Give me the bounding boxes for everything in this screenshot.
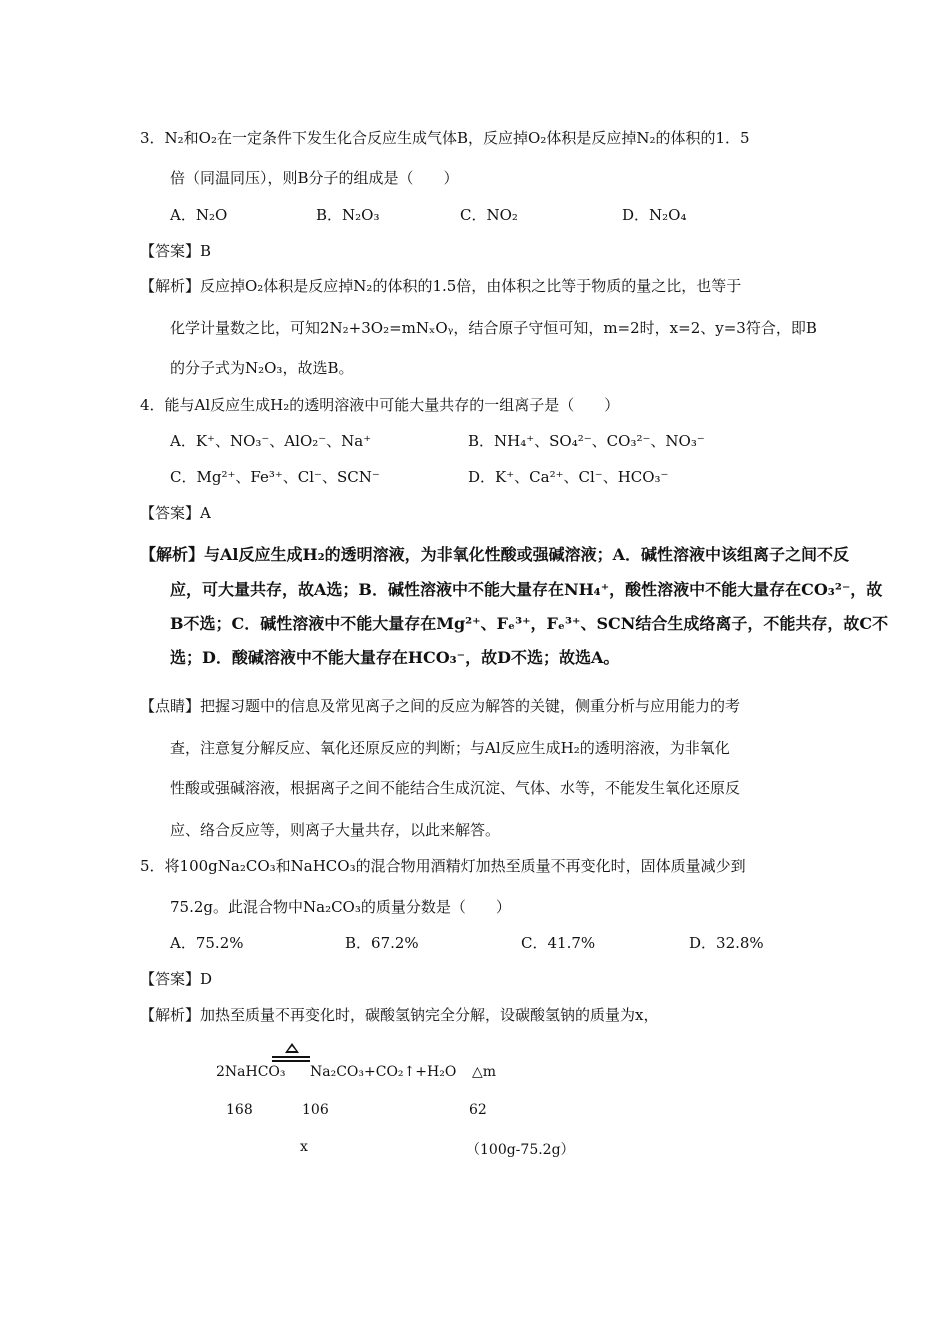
- equation-row1-mass-na2co3: 106: [302, 1102, 329, 1118]
- q3-analysis-line2: 化学计量数之比，可知2N₂+3O₂=mNₓOᵧ，结合原子守恒可知，m=2时，x=2、y=3符合，即B: [170, 319, 817, 337]
- q3-option-a: A．N₂O: [170, 206, 228, 224]
- equation-reactant: 2NaHCO₃: [216, 1064, 286, 1080]
- q4-analysis-line3: B不选；C．碱性溶液中不能大量存在Mg²⁺、Fₑ³⁺，Fₑ³⁺、SCN结合生成络离子，不能共存，故C不: [170, 614, 889, 633]
- q4-option-a: A．K⁺、NO₃⁻、AlO₂⁻、Na⁺: [170, 432, 372, 450]
- equation-double-bar-bottom: [272, 1060, 310, 1062]
- q4-option-d: D．K⁺、Ca²⁺、Cl⁻、HCO₃⁻: [468, 468, 669, 486]
- q5-option-c: C．41.7%: [521, 934, 596, 952]
- q3-analysis-line1: 【解析】反应掉O₂体积是反应掉N₂的体积的1.5倍，由体积之比等于物质的量之比，也等于: [140, 277, 742, 295]
- q4-note-line2: 查，注意复分解反应、氧化还原反应的判断；与Al反应生成H₂的透明溶液，为非氧化: [170, 739, 730, 757]
- q4-note-line1: 【点睛】把握习题中的信息及常见离子之间的反应为解答的关键，侧重分析与应用能力的考: [140, 697, 741, 715]
- q3-stem-line2: 倍（同温同压），则B分子的组成是（ ）: [170, 169, 459, 187]
- q4-stem: 4．能与Al反应生成H₂的透明溶液中可能大量共存的一组离子是（ ）: [140, 396, 620, 414]
- equation-row2-delta: （100g-75.2g）: [466, 1142, 575, 1158]
- q4-note-line4: 应、络合反应等，则离子大量共存，以此来解答。: [170, 821, 501, 839]
- equation-row1-mass-nahco3: 168: [226, 1102, 253, 1118]
- q4-note-line3: 性酸或强碱溶液，根据离子之间不能结合生成沉淀、气体、水等，不能发生氧化还原反: [170, 779, 741, 797]
- q4-analysis-line1: 【解析】与Al反应生成H₂的透明溶液，为非氧化性酸或强碱溶液；A．碱性溶液中该组离子之间不反: [140, 545, 850, 564]
- q3-option-c: C．NO₂: [460, 206, 518, 224]
- equation-products: Na₂CO₃+CO₂↑+H₂O: [310, 1064, 457, 1080]
- q3-option-d: D．N₂O₄: [622, 206, 687, 224]
- q3-stem-line1: 3．N₂和O₂在一定条件下发生化合反应生成气体B，反应掉O₂体积是反应掉N₂的体积的1．5: [140, 129, 750, 147]
- equation-double-bar-top: [272, 1056, 310, 1058]
- q5-option-d: D．32.8%: [689, 934, 764, 952]
- q4-option-c: C．Mg²⁺、Fe³⁺、Cl⁻、SCN⁻: [170, 468, 380, 486]
- equation-row1-delta: 62: [469, 1102, 487, 1118]
- q5-answer: 【答案】D: [140, 970, 213, 988]
- q4-analysis-line2: 应，可大量共存，故A选；B．碱性溶液中不能大量存在NH₄⁺，酸性溶液中不能大量存在CO₃²⁻，故: [170, 580, 883, 599]
- equation-delta-m: △m: [472, 1064, 497, 1080]
- q5-stem-line1: 5．将100gNa₂CO₃和NaHCO₃的混合物用酒精灯加热至质量不再变化时，固体质量减少到: [140, 857, 746, 875]
- q5-option-b: B．67.2%: [345, 934, 419, 952]
- q5-analysis-line1: 【解析】加热至质量不再变化时，碳酸氢钠完全分解，设碳酸氢钠的质量为x，: [140, 1006, 659, 1024]
- q5-stem-line2: 75.2g。此混合物中Na₂CO₃的质量分数是（ ）: [170, 898, 511, 916]
- q4-analysis-line4: 选；D．酸碱溶液中不能大量存在HCO₃⁻，故D不选；故选A。: [170, 648, 620, 667]
- q5-option-a: A．75.2%: [170, 934, 244, 952]
- heat-triangle-icon: [285, 1043, 299, 1053]
- q3-option-b: B．N₂O₃: [316, 206, 380, 224]
- q4-answer: 【答案】A: [140, 504, 211, 522]
- q3-answer: 【答案】B: [140, 242, 212, 260]
- q4-option-b: B．NH₄⁺、SO₄²⁻、CO₃²⁻、NO₃⁻: [468, 432, 705, 450]
- q3-analysis-line3: 的分子式为N₂O₃，故选B。: [170, 359, 354, 377]
- equation-row2-x: x: [300, 1139, 308, 1155]
